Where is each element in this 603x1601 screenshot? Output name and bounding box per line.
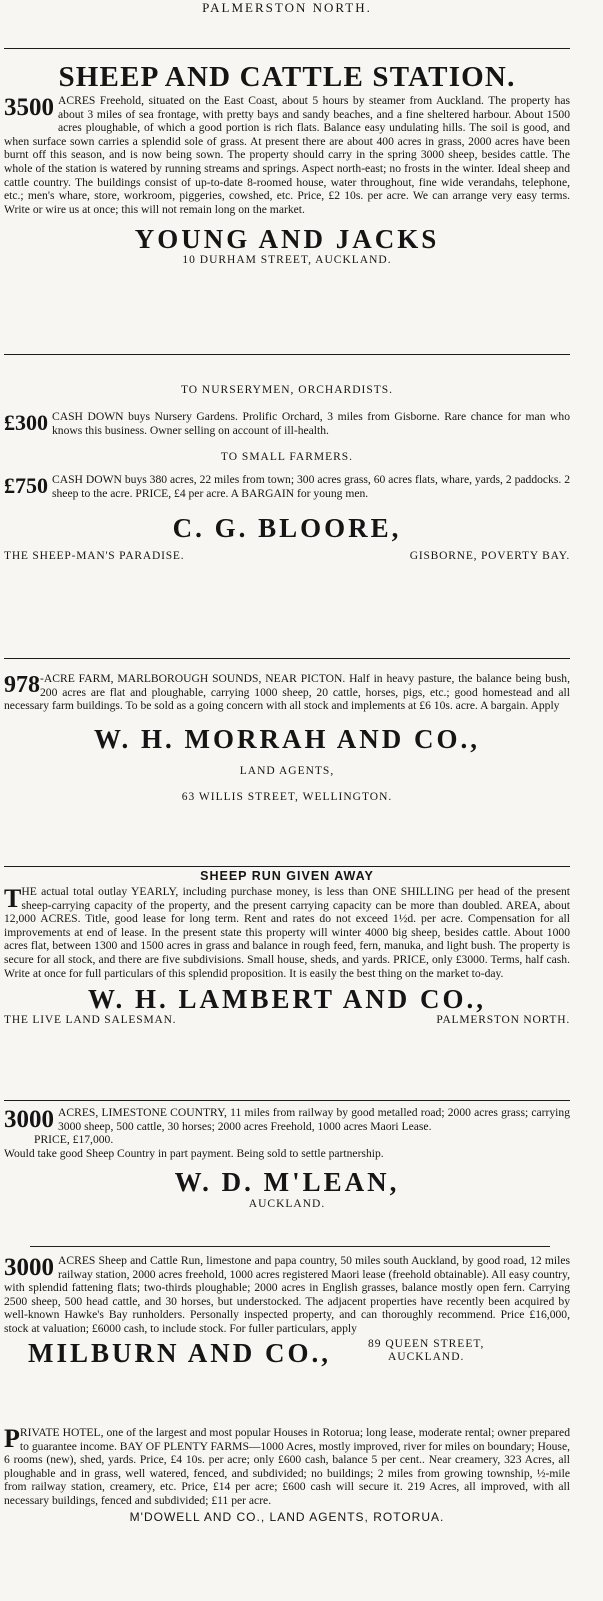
ad-text: CASH DOWN buys Nursery Gardens. Prolific Orchard, 3 miles from Gisborne. Rare chance for man who knows this business. Owner selling on account of ill-health. [52,410,570,437]
ad-limestone-country [4,1106,570,1210]
ad-body [4,885,570,980]
divider [4,48,570,49]
ad-body [4,473,570,500]
footer-right: PALMERSTON NORTH. [436,1014,570,1027]
agent-name: MILBURN AND CO., [28,1337,332,1368]
ad-lead: T [4,884,22,913]
ad-text: ACRES Freehold, situated on the East Coast, about 5 hours by steamer from Auckland. The property has about 3 miles of sea frontage, with pretty bays and sandy beaches, and a fine sheltered harbour. About 1500 acres ploughable, of which a good portion is rich flats. Balance easy undulating hills. The soil is good, and when surface sown carries a splendid sole of grass. At present there are about 400 acres in grass, 2000 acres have been burnt off this season, and is now being sown. The property should carry in the spring 3000 sheep, besides cattle. The whole of the station is watered by running streams and springs. Aspect north-east; no frosts in the winter. Ideal sheep and cattle country. The buildings consist of up-to-date 8-roomed house, water throughout, fine wide verandahs, telephone, etc.; men's whare, store, workroom, piggeries, cowshed, etc. Price, £2 10s. per acre. We can arrange very easy terms. Write or wire us at once; this will not remain long on the market. [4,94,570,216]
footer-left: THE SHEEP-MAN'S PARADISE. [4,550,185,563]
agent-footer [4,550,570,562]
ad-heading: TO NURSERYMEN, ORCHARDISTS. [180,384,394,396]
ad-body [4,1106,570,1133]
address-line-2: AUCKLAND. [388,1350,465,1363]
ad-body [4,1426,570,1508]
ad-sheep-cattle-station [4,60,570,266]
page-heading: PALMERSTON NORTH. [202,0,372,15]
agent-address: 63 WILLIS STREET, WELLINGTON. [181,790,393,803]
agent-name: W. D. M'LEAN, [174,1167,400,1198]
ad-heading: TO SMALL FARMERS. [220,451,354,464]
agent-address: 10 DURHAM STREET, AUCKLAND. [182,254,392,267]
ad-rotorua-hotel [4,1426,570,1524]
ad-lead: 3000 [4,1254,54,1281]
agent-name: YOUNG AND JACKS [134,224,440,255]
ad-title: SHEEP RUN GIVEN AWAY [200,869,374,883]
ad-body [4,94,570,216]
agent-name: W. H. LAMBERT AND CO., [87,984,487,1015]
ad-body [4,410,570,437]
ad-lead: £750 [4,473,48,499]
ad-text: ACRES, LIMESTONE COUNTRY, 11 miles from railway by good metalled road; 2000 acres grass; carrying 3000 sheep, 500 cattle, 30 horses; 2000 acres Freehold, 1000 acres Maori Lease. [58,1106,570,1133]
agent-city: AUCKLAND. [248,1198,326,1211]
ad-text-2: Would take good Sheep Country in part payment. Being sold to settle partnership. [4,1146,384,1160]
address-line-1: 89 QUEEN STREET, [368,1337,485,1350]
ad-text: ACRES Sheep and Cattle Run, limestone and papa country, 50 miles south Auckland, by good road, 12 miles railway station, 2000 acres freehold, 1000 acres registered Maori lease (freehold obtainable). All easy country, with splendid fattening flats; two-thirds ploughable; 2000 acres in English grasses, balance mostly open fern. Carrying 2500 sheep, 500 head cattle, and 30 horses, but understocked. The adjacent properties have recently been acquired by well-known Hawke's Bay runholders. Personally inspected property, and can thoroughly recommend. Price £16,000, stock at valuation; £6000 cash, to include stock. For fuller particulars, apply [4,1254,570,1335]
divider [4,1100,570,1101]
ad-text: HE actual total outlay YEARLY, including purchase money, is less than ONE SHILLING per head of the present sheep-carrying capacity of the property, and the present carrying capacity can be more than doubled. AREA, about 12,000 ACRES. Title, good lease for long term. Rent and rates do not exceed 1½d. per acre. Compensation for all improvements at end of lease. In the present state this property will winter 4000 big sheep, besides cattle. About 1000 acres flat, between 1300 and 1500 acres in grass and balance in rough feed, fern, manuka, and light bush. The property is secure for all stock, and there are five subdivisions. Small house, sheds, and yards. PRICE, only £3000. Terms, half cash. Write at once for full particulars of this splendid proposition. It is easily the best thing on the market to-day. [4,885,570,980]
ad-nursery-farmers [4,384,570,562]
ad-marlborough-farm [4,672,570,803]
ad-lead: P [4,1424,20,1453]
ad-sheep-run [4,869,570,1026]
ad-lead: 978 [4,672,40,698]
divider [4,354,570,355]
ad-sheep-cattle-run [4,1254,570,1368]
ad-body [4,1254,570,1336]
divider [4,658,570,659]
agent-address [368,1338,484,1364]
agent-name: W. H. MORRAH AND CO., [93,723,480,754]
ad-lead: £300 [4,410,48,435]
ad-text: -ACRE FARM, MARLBOROUGH SOUNDS, NEAR PICTON. Half in heavy pasture, the balance being bush, 200 acres are flat and ploughable, carrying 1000 sheep, 20 cattle, horses, pigs, etc.; good homestead and all necessary farm buildings. To be sold as a going concern with all stock and implements at £6 10s. acre. A bargain. Apply [4,672,570,713]
divider [4,866,570,867]
agent-line: LAND AGENTS, [239,764,335,777]
footer-right: GISBORNE, POVERTY BAY. [409,550,570,563]
footer-left: THE LIVE LAND SALESMAN. [4,1014,177,1027]
ad-text: CASH DOWN buys 380 acres, 22 miles from town; 300 acres grass, 60 acres flats, whare, yards, 2 paddocks. 2 sheep to the acre. PRICE, £4 per acre. A BARGAIN for young men. [52,473,570,500]
ad-price: PRICE, £17,000. [34,1133,114,1147]
agent-footer [4,1014,570,1026]
ad-text: RIVATE HOTEL, one of the largest and most popular Houses in Rotorua; long lease, moderate rental; owner prepared to guarantee income. BAY OF PLENTY FARMS—1000 Acres, mostly improved, river for miles on boundary; House, 6 rooms (new), shed, yards. Price, £4 10s. per acre; only £600 cash, balance 5 per cent.. Near creamery, 323 Acres, all ploughable and in grass, well watered, fenced, and subdivided; no buildings; 2 miles from growing township, ½-mile from railway station, creamery, etc. Price, £14 per acre; £600 cash will secure it. 219 Acres, all improved, with all necessary buildings, fenced and subdivided; £11 per acre. [4,1426,570,1507]
agent-block [4,1338,570,1368]
ad-body [4,672,570,713]
ad-lead: 3500 [4,94,54,121]
agent-name: C. G. BLOORE, [172,513,402,544]
agent-name: M'DOWELL AND CO., LAND AGENTS, ROTORUA. [129,1509,445,1524]
divider [30,1246,550,1247]
ad-title: SHEEP AND CATTLE STATION. [58,61,516,93]
ad-lead: 3000 [4,1106,54,1133]
